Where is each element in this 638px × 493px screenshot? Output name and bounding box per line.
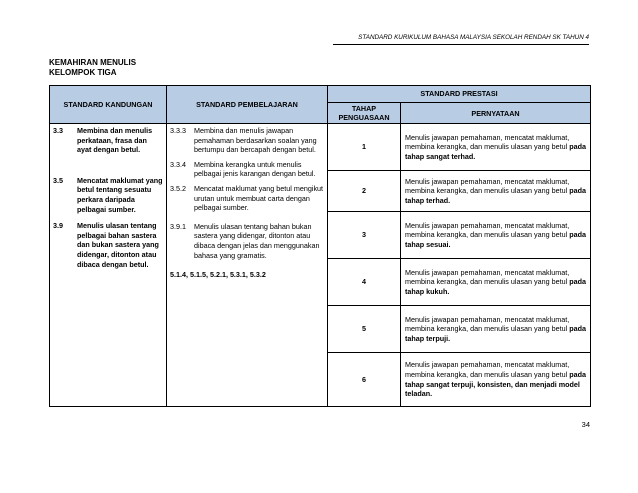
pernyataan-cell bbox=[401, 259, 591, 306]
pembelajaran-cell bbox=[167, 124, 328, 407]
pembelajaran-text: Menulis ulasan tentang bahan bukan sastera yang didengar, ditonton atau dibaca dengan jelas dan menggunakan bahasa yang gramatis. bbox=[194, 221, 320, 260]
kandungan-text: Membina dan menulis perkataan, frasa dan ayat dengan betul. bbox=[77, 126, 153, 155]
pembelajaran-num: 3.3.4 bbox=[170, 159, 186, 169]
pembelajaran-text: Membina dan menulis jawapan pemahaman berdasarkan soalan yang bertumpu dan bercapah dengan betul. bbox=[194, 126, 317, 155]
running-header: STANDARD KURIKULUM BAHASA MALAYSIA SEKOLAH RENDAH SK TAHUN 4 bbox=[358, 34, 589, 41]
tahap-value: 5 bbox=[328, 306, 401, 353]
pembelajaran-text: Membina kerangka untuk menulis pelbagai jenis karangan dengan betul. bbox=[194, 159, 316, 179]
kandungan-item bbox=[50, 124, 166, 155]
pernyataan-cell bbox=[401, 171, 591, 212]
tahap-value: 4 bbox=[328, 259, 401, 306]
pembelajaran-item bbox=[167, 158, 327, 179]
tahap-value: 2 bbox=[328, 171, 401, 212]
pernyataan-emphasis: pada tahap sesuai. bbox=[405, 230, 586, 249]
pernyataan-emphasis: pada tahap terpuji. bbox=[405, 324, 586, 343]
pembelajaran-item bbox=[167, 124, 327, 155]
pernyataan-emphasis: pada tahap sangat terhad. bbox=[405, 142, 586, 161]
pernyataan-text: Menulis jawapan pemahaman, mencatat maklumat, membina kerangka, dan menulis ulasan yang betul bbox=[405, 220, 570, 240]
kandungan-text: Mencatat maklumat yang betul tentang sesuatu perkara daripada pelbagai sumber. bbox=[77, 175, 163, 214]
tahap-value: 3 bbox=[328, 212, 401, 259]
pernyataan-emphasis: pada tahap kukuh. bbox=[405, 277, 586, 296]
pernyataan-text: Menulis jawapan pemahaman, mencatat maklumat, membina kerangka, dan menulis ulasan yang betul bbox=[405, 267, 570, 287]
header-rule bbox=[333, 44, 589, 45]
standards-table bbox=[49, 85, 591, 407]
section-title: KEMAHIRAN MENULIS bbox=[49, 58, 137, 67]
pernyataan-cell bbox=[401, 212, 591, 259]
header-standard-pembelajaran: STANDARD PEMBELAJARAN bbox=[167, 86, 328, 124]
kandungan-num: 3.9 bbox=[53, 221, 63, 231]
pernyataan-cell bbox=[401, 306, 591, 353]
kandungan-item bbox=[50, 219, 166, 269]
header-standard-kandungan: STANDARD KANDUNGAN bbox=[50, 86, 167, 124]
header-pernyataan: PERNYATAAN bbox=[401, 103, 591, 124]
tahap-value: 6 bbox=[328, 353, 401, 407]
pernyataan-text: Menulis jawapan pemahaman, mencatat maklumat, membina kerangka, dan menulis ulasan yang betul bbox=[405, 176, 570, 196]
kandungan-text: Menulis ulasan tentang pelbagai bahan sastera dan bukan sastera yang didengar, ditonton atau dibaca dengan betul. bbox=[77, 221, 159, 269]
kandungan-num: 3.3 bbox=[53, 126, 63, 135]
header-tahap-penguasaan bbox=[328, 103, 401, 124]
pembelajaran-item bbox=[167, 182, 327, 213]
kod-rujukan: 5.1.4, 5.1.5, 5.2.1, 5.3.1, 5.3.2 bbox=[170, 270, 266, 280]
tahap-value: 1 bbox=[328, 124, 401, 171]
kandungan-num: 3.5 bbox=[53, 175, 63, 185]
pembelajaran-num: 3.3.3 bbox=[170, 126, 186, 135]
pembelajaran-num: 3.5.2 bbox=[170, 183, 186, 193]
pernyataan-text: Menulis jawapan pemahaman, mencatat maklumat, membina kerangka, dan menulis ulasan yang betul bbox=[405, 132, 570, 152]
pembelajaran-item bbox=[167, 220, 327, 260]
header-tahap-line2: PENGUASAAN bbox=[338, 113, 390, 122]
pernyataan-text: Menulis jawapan pemahaman, mencatat maklumat, membina kerangka, dan menulis ulasan yang betul bbox=[405, 314, 570, 334]
header-standard-prestasi: STANDARD PRESTASI bbox=[328, 86, 591, 103]
page-number: 34 bbox=[581, 420, 590, 429]
pernyataan-emphasis: pada tahap sangat terpuji, konsisten, dan menjadi model teladan. bbox=[405, 369, 586, 399]
kandungan-cell bbox=[50, 124, 167, 407]
pernyataan-cell bbox=[401, 353, 591, 407]
pernyataan-emphasis: pada tahap terhad. bbox=[405, 186, 586, 205]
kandungan-item bbox=[50, 174, 166, 214]
pernyataan-text: Menulis jawapan pemahaman, mencatat maklumat, membina kerangka, dan menulis ulasan yang betul bbox=[405, 360, 570, 379]
section-subtitle: KELOMPOK TIGA bbox=[49, 68, 117, 77]
pembelajaran-num: 3.9.1 bbox=[170, 221, 186, 231]
pernyataan-cell bbox=[401, 124, 591, 171]
pembelajaran-text: Mencatat maklumat yang betul mengikut urutan untuk membuat carta dengan pelbagai sumber. bbox=[194, 183, 324, 213]
header-tahap-line1: TAHAP bbox=[351, 104, 377, 113]
